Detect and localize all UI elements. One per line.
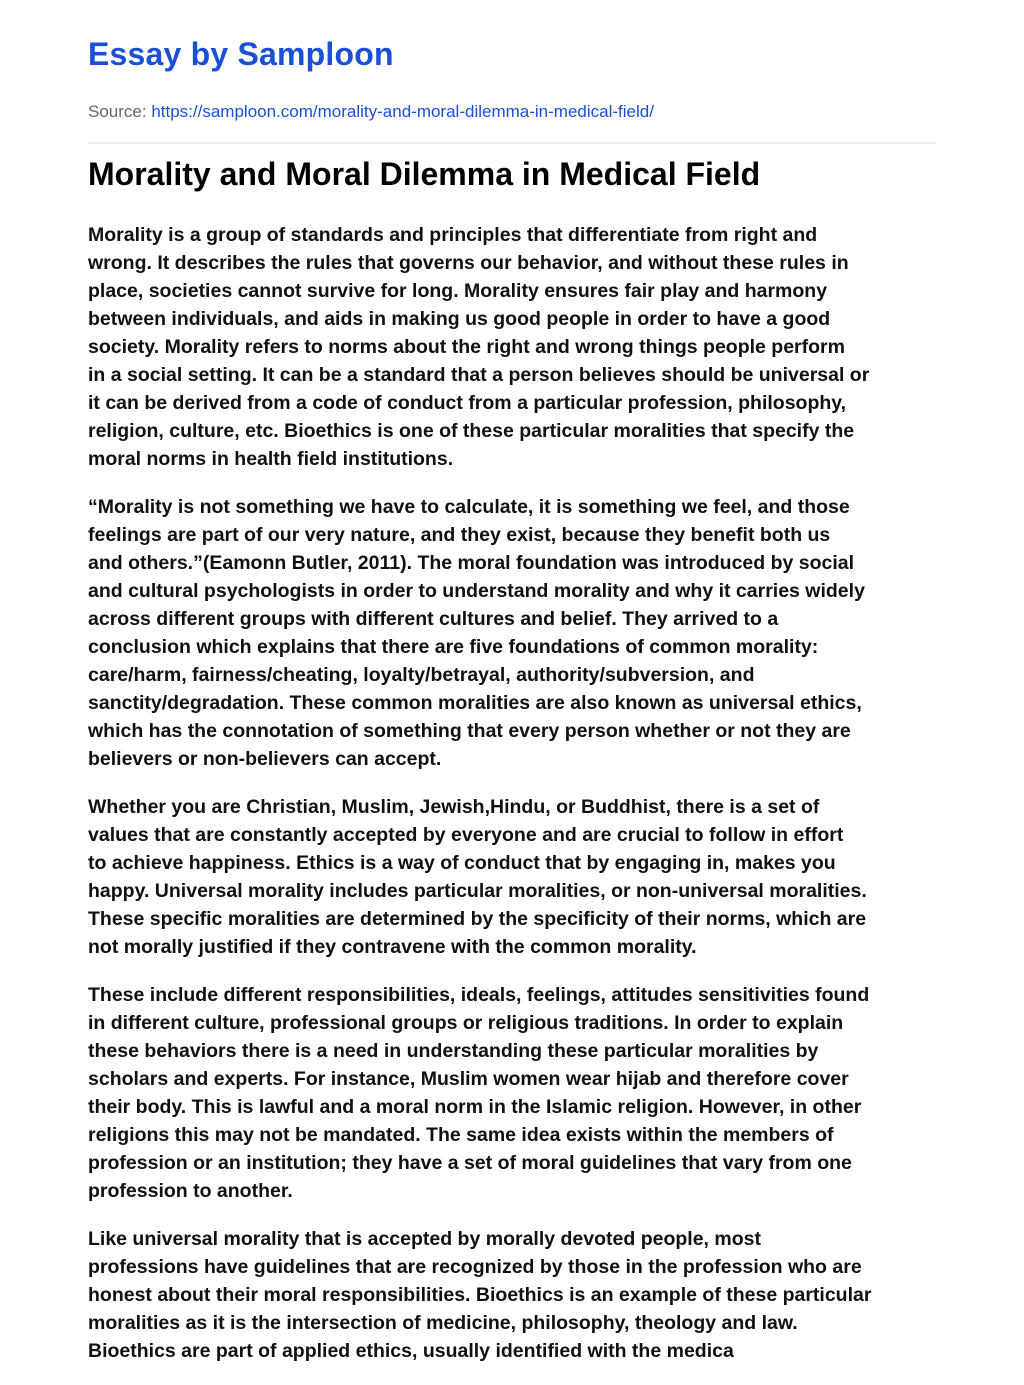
- paragraph-line: in a social setting. It can be a standard that a person believes should be universal or: [88, 364, 870, 386]
- paragraph-line: society. Morality refers to norms about the right and wrong things people perform: [88, 336, 845, 358]
- paragraph-line: conclusion which explains that there are five foundations of common morality:: [88, 636, 819, 658]
- paragraph-line: religions this may not be mandated. The same idea exists within the members of: [88, 1124, 834, 1146]
- paragraph-line: and others.”(Eamonn Butler, 2011). The moral foundation was introduced by social: [88, 552, 855, 574]
- paragraph-line: These include different responsibilities, ideals, feelings, attitudes sensitivities found: [88, 984, 870, 1006]
- divider: [88, 142, 936, 144]
- paragraph-line: wrong. It describes the rules that governs our behavior, and without these rules in: [88, 252, 849, 274]
- paragraph-line: and cultural psychologists in order to understand morality and why it carries widely: [88, 580, 865, 602]
- paragraph-line: Bioethics are part of applied ethics, usually identified with the medica: [88, 1340, 734, 1362]
- paragraph-line: which has the connotation of something that every person whether or not they are: [88, 720, 851, 742]
- paragraph-line: profession or an institution; they have a set of moral guidelines that vary from one: [88, 1152, 852, 1174]
- paragraph-line: scholars and experts. For instance, Muslim women wear hijab and therefore cover: [88, 1068, 849, 1090]
- essay-paragraph: [88, 981, 948, 1205]
- paragraph-line: Whether you are Christian, Muslim, Jewish,Hindu, or Buddhist, there is a set of: [88, 796, 820, 818]
- brand-title: Essay by Samploon: [88, 36, 394, 72]
- paragraph-line: these behaviors there is a need in understanding these particular moralities by: [88, 1040, 819, 1062]
- paragraph-line: These specific moralities are determined by the specificity of their norms, which are: [88, 908, 867, 930]
- paragraph-line: care/harm, fairness/cheating, loyalty/betrayal, authority/subversion, and: [88, 664, 755, 686]
- essay-title: Morality and Moral Dilemma in Medical Field: [88, 156, 761, 192]
- essay-paragraph: [88, 793, 948, 961]
- paragraph-line: between individuals, and aids in making us good people in order to have a good: [88, 308, 831, 330]
- paragraph-line: across different groups with different cultures and belief. They arrived to a: [88, 608, 779, 630]
- paragraph-line: sanctity/degradation. These common moralities are also known as universal ethics,: [88, 692, 862, 714]
- paragraph-line: believers or non-believers can accept.: [88, 748, 442, 770]
- essay-body: [88, 221, 948, 1385]
- essay-paragraph: [88, 1225, 948, 1365]
- source-link[interactable]: https://samploon.com/morality-and-moral-dilemma-in-medical-field/: [151, 102, 654, 121]
- paragraph-line: honest about their moral responsibilities. Bioethics is an example of these particular: [88, 1284, 872, 1306]
- paragraph-line: profession to another.: [88, 1180, 293, 1202]
- paragraph-line: in different culture, professional groups or religious traditions. In order to explain: [88, 1012, 844, 1034]
- paragraph-line: not morally justified if they contravene with the common morality.: [88, 936, 697, 958]
- paragraph-line: feelings are part of our very nature, and they exist, because they benefit both us: [88, 524, 831, 546]
- essay-paragraph: [88, 221, 948, 473]
- paragraph-line: happy. Universal morality includes particular moralities, or non-universal moralities.: [88, 880, 867, 902]
- paragraph-line: religion, culture, etc. Bioethics is one of these particular moralities that specify the: [88, 420, 855, 442]
- paragraph-line: Morality is a group of standards and principles that differentiate from right and: [88, 224, 818, 246]
- paragraph-line: moral norms in health field institutions.: [88, 448, 454, 470]
- paragraph-line: their body. This is lawful and a moral norm in the Islamic religion. However, in other: [88, 1096, 862, 1118]
- paragraph-line: place, societies cannot survive for long. Morality ensures fair play and harmony: [88, 280, 828, 302]
- source-label: Source:: [88, 102, 147, 121]
- source-line: [88, 102, 654, 122]
- paragraph-line: moralities as it is the intersection of medicine, philosophy, theology and law.: [88, 1312, 798, 1334]
- paragraph-line: “Morality is not something we have to calculate, it is something we feel, and those: [88, 496, 850, 518]
- paragraph-line: to achieve happiness. Ethics is a way of conduct that by engaging in, makes you: [88, 852, 836, 874]
- paragraph-line: it can be derived from a code of conduct from a particular profession, philosophy,: [88, 392, 847, 414]
- paragraph-line: values that are constantly accepted by everyone and are crucial to follow in effort: [88, 824, 844, 846]
- essay-paragraph: [88, 493, 948, 773]
- paragraph-line: professions have guidelines that are recognized by those in the profession who are: [88, 1256, 862, 1278]
- paragraph-line: Like universal morality that is accepted by morally devoted people, most: [88, 1228, 761, 1250]
